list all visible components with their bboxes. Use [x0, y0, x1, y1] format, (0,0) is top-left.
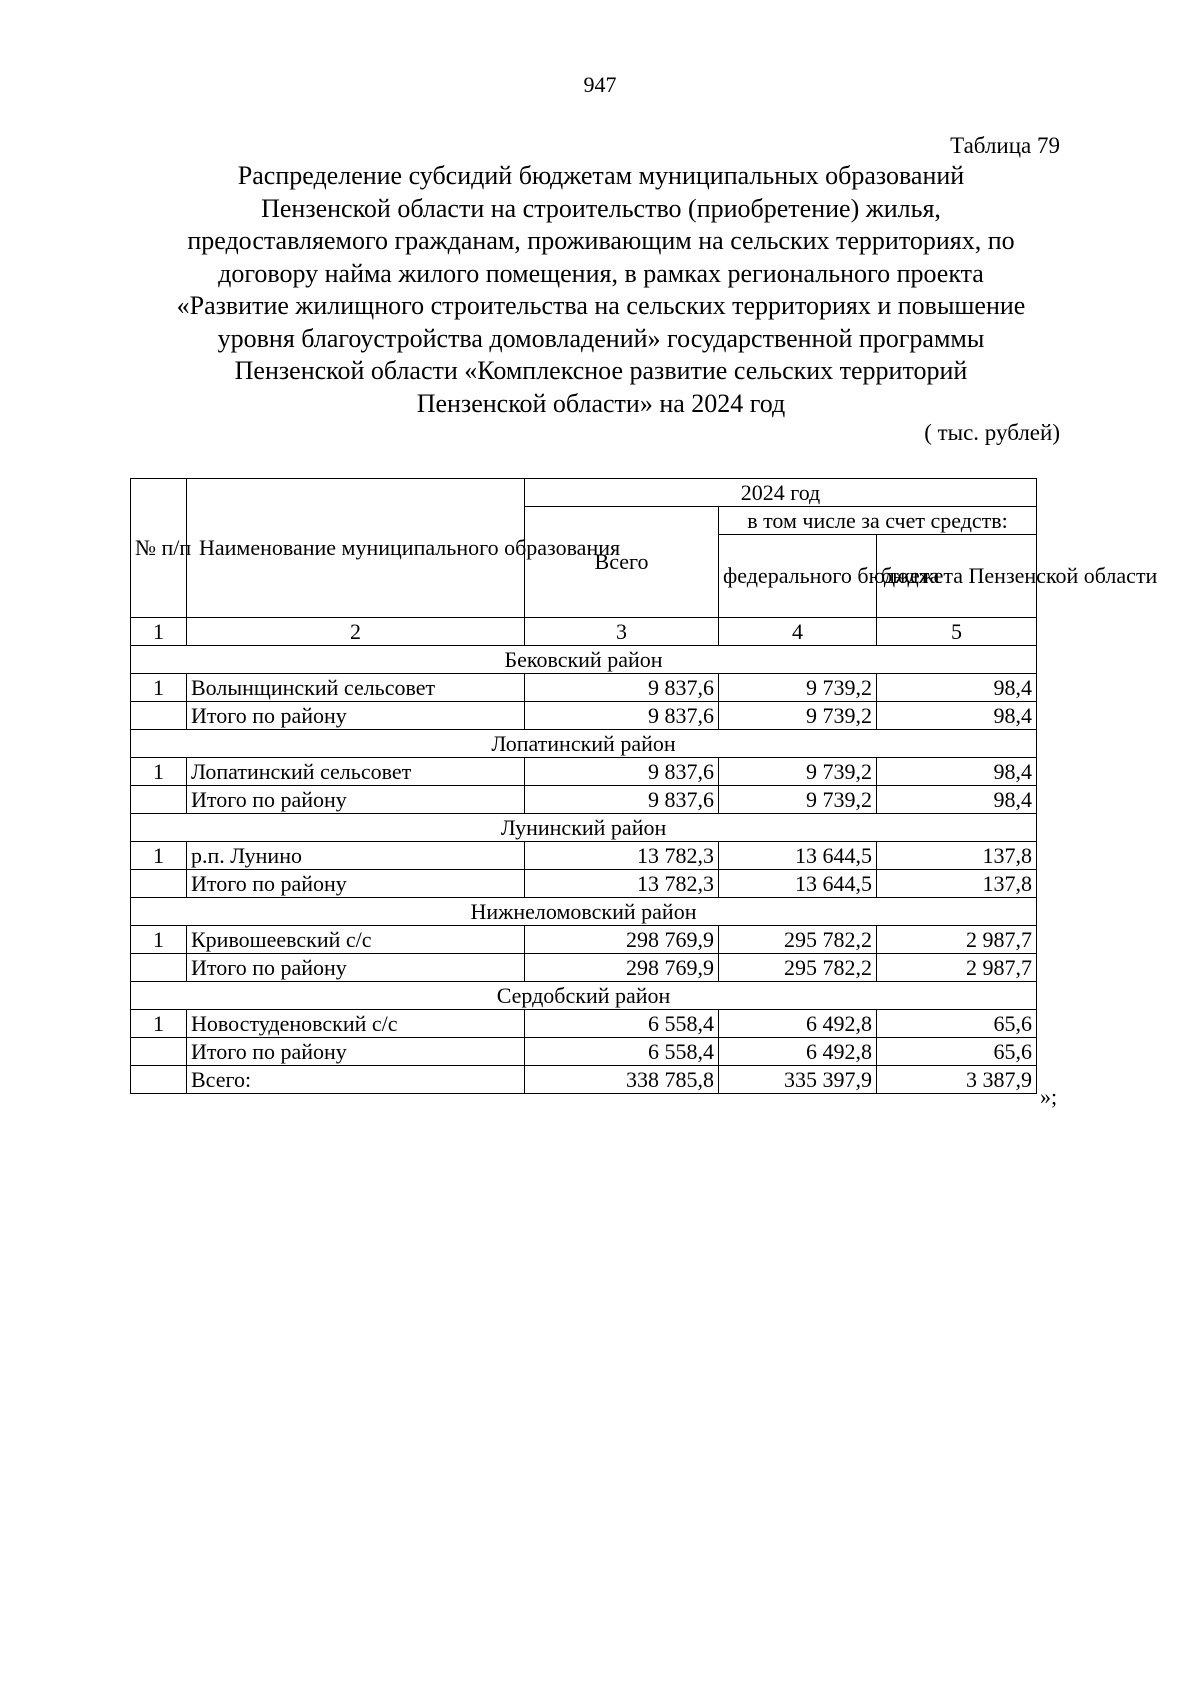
table-row — [131, 674, 1037, 702]
district-name: Нижнеломовский район — [131, 898, 1037, 926]
title-line: уровня благоустройства домовладений» государственной программы — [217, 323, 985, 353]
row-total: 13 782,3 — [525, 870, 719, 898]
row-total: 6 558,4 — [525, 1038, 719, 1066]
table-row — [131, 926, 1037, 954]
title-line: предоставляемого гражданам, проживающим на сельских территориях, по — [187, 226, 1015, 255]
row-federal: 9 739,2 — [719, 786, 877, 814]
row-total: 298 769,9 — [525, 954, 719, 982]
table-number: Таблица 79 — [950, 133, 1060, 158]
row-regional: 65,6 — [877, 1010, 1037, 1038]
title-line: Пензенской области на строительство (приобретение) жилья, — [261, 193, 941, 223]
title-line: договору найма жилого помещения, в рамках регионального проекта — [218, 258, 984, 288]
header-including: в том числе за счет средств: — [719, 507, 1037, 535]
row-federal: 6 492,8 — [719, 1038, 877, 1066]
row-name: р.п. Лунино — [187, 842, 525, 870]
row-total: 6 558,4 — [525, 1010, 719, 1038]
row-num — [131, 702, 187, 730]
district-row — [131, 982, 1037, 1010]
title-line: Пензенской области» на 2024 год — [416, 388, 786, 418]
row-num: 1 — [131, 842, 187, 870]
district-row — [131, 898, 1037, 926]
row-federal: 13 644,5 — [719, 870, 877, 898]
table-row — [131, 758, 1037, 786]
row-name: Новостуденовский с/с — [187, 1010, 525, 1038]
title-line: Распределение субсидий бюджетам муниципальных образований — [237, 161, 965, 190]
district-row — [131, 814, 1037, 842]
row-regional: 137,8 — [877, 870, 1037, 898]
units-label: ( тыс. рублей) — [924, 420, 1060, 445]
subtotal-row — [131, 954, 1037, 982]
row-name: Итого по району — [187, 786, 525, 814]
district-name: Бековский район — [131, 646, 1037, 674]
title-line: Пензенской области «Комплексное развитие сельских территорий — [234, 356, 968, 385]
row-total: 9 837,6 — [525, 758, 719, 786]
closing-quote: »; — [1040, 1084, 1058, 1109]
row-regional: 98,4 — [877, 758, 1037, 786]
subtotal-row — [131, 702, 1037, 730]
row-name: Итого по району — [187, 954, 525, 982]
row-federal: 9 739,2 — [719, 674, 877, 702]
title-line: «Развитие жилищного строительства на сельских территориях и повышение — [176, 291, 1026, 320]
row-total: 9 837,6 — [525, 786, 719, 814]
row-name: Итого по району — [187, 702, 525, 730]
row-total: 13 782,3 — [525, 842, 719, 870]
page-number: 947 — [583, 72, 617, 97]
row-num — [131, 786, 187, 814]
row-federal: 13 644,5 — [719, 842, 877, 870]
subtotal-row — [131, 870, 1037, 898]
table-row — [131, 1010, 1037, 1038]
table-header — [131, 479, 1158, 646]
column-number: 1 — [131, 618, 187, 646]
row-federal: 9 739,2 — [719, 702, 877, 730]
row-name: Волынщинский сельсовет — [187, 674, 525, 702]
row-total: 9 837,6 — [525, 674, 719, 702]
row-num: 1 — [131, 674, 187, 702]
column-number: 4 — [719, 618, 877, 646]
table-body — [131, 646, 1037, 1094]
row-num — [131, 954, 187, 982]
row-federal: 9 739,2 — [719, 758, 877, 786]
column-number: 3 — [525, 618, 719, 646]
header-name: Наименование муниципального образования — [187, 479, 525, 618]
row-num — [131, 1038, 187, 1066]
row-total: 338 785,8 — [525, 1066, 719, 1094]
row-num — [131, 1066, 187, 1094]
row-regional: 2 987,7 — [877, 926, 1037, 954]
row-name: Всего: — [187, 1066, 525, 1094]
district-name: Лопатинский район — [131, 730, 1037, 758]
row-regional: 98,4 — [877, 674, 1037, 702]
row-federal: 6 492,8 — [719, 1010, 877, 1038]
subsidy-table — [130, 478, 1158, 1094]
header-regional: бюджета Пензенской области — [877, 535, 1037, 618]
row-regional: 137,8 — [877, 842, 1037, 870]
row-regional: 65,6 — [877, 1038, 1037, 1066]
district-row — [131, 730, 1037, 758]
district-name: Сердобский район — [131, 982, 1037, 1010]
row-federal: 295 782,2 — [719, 954, 877, 982]
header-federal: федерального бюджета — [719, 535, 877, 618]
header-total: Всего — [525, 507, 719, 618]
row-federal: 335 397,9 — [719, 1066, 877, 1094]
district-name: Лунинский район — [131, 814, 1037, 842]
district-row — [131, 646, 1037, 674]
header-year: 2024 год — [525, 479, 1037, 507]
row-num: 1 — [131, 926, 187, 954]
row-name: Кривошеевский с/с — [187, 926, 525, 954]
row-name: Итого по району — [187, 870, 525, 898]
row-regional: 98,4 — [877, 702, 1037, 730]
subtotal-row — [131, 1038, 1037, 1066]
row-num: 1 — [131, 1010, 187, 1038]
row-regional: 3 387,9 — [877, 1066, 1037, 1094]
row-federal: 295 782,2 — [719, 926, 877, 954]
row-name: Лопатинский сельсовет — [187, 758, 525, 786]
document-title — [120, 160, 1082, 420]
subtotal-row — [131, 786, 1037, 814]
header-num: № п/п — [131, 479, 187, 618]
row-num: 1 — [131, 758, 187, 786]
table-row — [131, 842, 1037, 870]
row-total: 9 837,6 — [525, 702, 719, 730]
row-regional: 2 987,7 — [877, 954, 1037, 982]
column-number: 2 — [187, 618, 525, 646]
grand-total-row — [131, 1066, 1037, 1094]
row-name: Итого по району — [187, 1038, 525, 1066]
row-total: 298 769,9 — [525, 926, 719, 954]
row-regional: 98,4 — [877, 786, 1037, 814]
column-number: 5 — [877, 618, 1037, 646]
column-number-row — [131, 618, 1037, 646]
row-num — [131, 870, 187, 898]
